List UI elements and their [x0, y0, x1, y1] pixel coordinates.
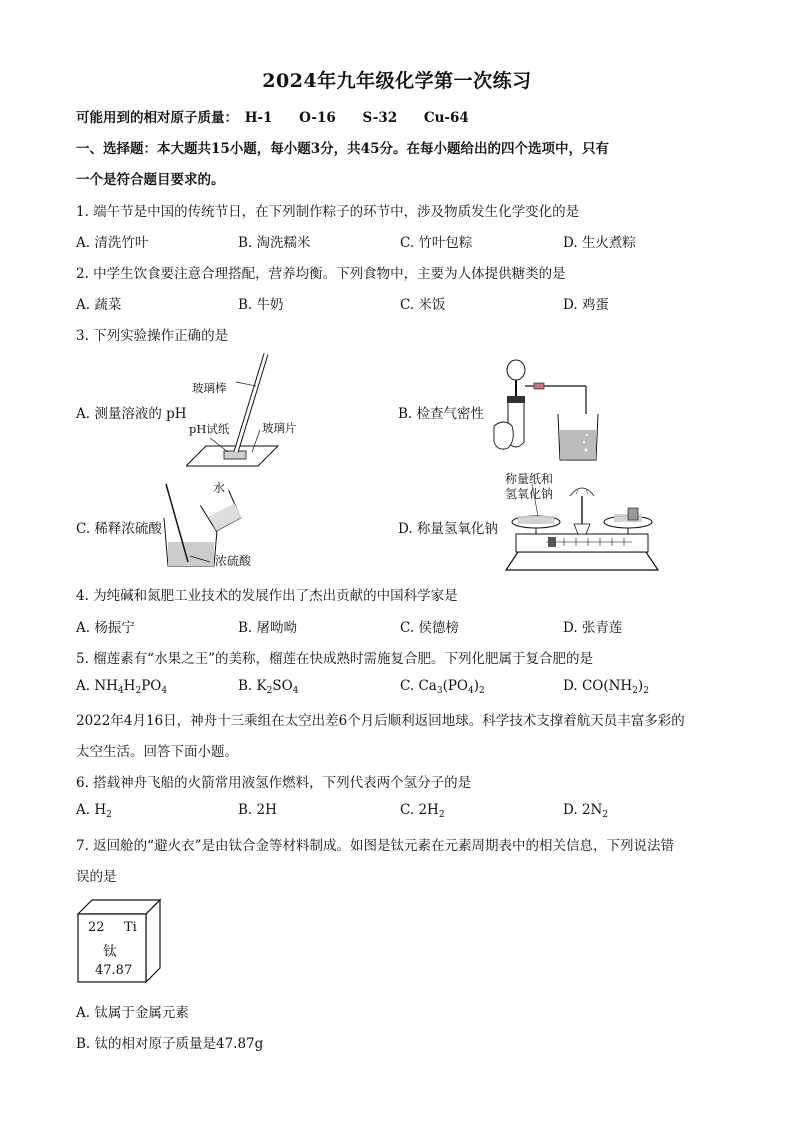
q6-option-d[interactable]: D. $2N_2$: [563, 802, 609, 820]
q2-option-c[interactable]: C. 米饭: [400, 297, 446, 313]
label-weighing-paper-line1: 称量纸和: [505, 472, 554, 486]
formula-subscript: 2: [643, 686, 649, 696]
q3-option-b[interactable]: B. 检查气密性: [398, 406, 485, 422]
q2-option-a[interactable]: A. 蔬菜: [76, 297, 122, 313]
mass-cu: Cu-64: [423, 110, 469, 126]
q4-stem: 4. 为纯碱和氮肥工业技术的发展作出了杰出贡献的中国科学家是: [76, 588, 458, 604]
element-name: 钛: [103, 944, 117, 960]
q1-option-b[interactable]: B. 淘洗糯米: [238, 235, 311, 251]
funnel-bulb: [507, 360, 525, 380]
formula-subscript: 2: [135, 686, 142, 696]
weight-block: [628, 508, 638, 520]
q4-option-d[interactable]: D. 张青莲: [563, 620, 623, 636]
hand-shape: [494, 422, 513, 449]
q5-option-c[interactable]: C. $Ca_3(PO_4)_2$: [400, 678, 485, 696]
formula-subscript: 3: [436, 686, 443, 696]
formula-subscript: 2: [266, 686, 273, 696]
label-conc-acid: 浓硫酸: [215, 554, 252, 568]
q4-option-a[interactable]: A. 杨振宁: [76, 620, 135, 636]
atomic-masses-label: 可能用到的相对原子质量：: [76, 110, 238, 126]
element-atomic-mass: 47.87: [95, 963, 133, 978]
formula-subscript: 2: [479, 686, 485, 696]
mass-s: S-32: [362, 110, 398, 126]
q6-stem: 6. 搭载神舟飞船的火箭常用液氢作燃料，下列代表两个氢分子的是: [76, 775, 472, 791]
formula-subscript: 4: [292, 686, 299, 696]
element-atomic-number: 22: [88, 920, 105, 935]
weighing-paper-shape: [518, 516, 554, 524]
formula-subscript: 2: [602, 810, 609, 820]
q5-options: [76, 678, 726, 698]
q1-option-d[interactable]: D. 生火煮粽: [563, 235, 636, 251]
atomic-masses: [76, 106, 491, 126]
passage-line2: 太空生活。回答下面小题。: [76, 744, 238, 760]
q3-option-a[interactable]: A. 测量溶液的 pH: [76, 406, 187, 422]
q3-stem: 3. 下列实验操作正确的是: [76, 328, 229, 344]
element-symbol: Ti: [124, 920, 137, 935]
acid-liquid: [168, 542, 214, 566]
q6-option-b[interactable]: B. 2H: [238, 802, 277, 818]
q4-option-b[interactable]: B. 屠呦呦: [238, 620, 298, 636]
q5-option-d[interactable]: D. $CO(NH_2)_2$: [563, 678, 649, 696]
q7-stem-line2: 误的是: [76, 869, 117, 885]
balance-figure: [492, 480, 672, 578]
q7-option-b[interactable]: B. 钛的相对原子质量是47.87g: [76, 1036, 264, 1052]
q5-option-b[interactable]: B. $K_2SO_4$: [238, 678, 299, 696]
mass-o: O-16: [299, 110, 336, 126]
q5-option-a[interactable]: A. $NH_4H_2PO_4$: [76, 678, 168, 696]
q2-stem: 2. 中学生饮食要注意合理搭配，营养均衡。下列食物中，主要为人体提供糖类的是: [76, 266, 566, 282]
balance-base: [506, 552, 658, 570]
q6-options: [76, 802, 726, 822]
label-ph-paper: pH试纸: [189, 422, 230, 436]
q5-stem: 5. 榴莲素有“水果之王”的美称，榴莲在快成熟时需施复合肥。下列化肥属于复合肥的是: [76, 651, 593, 667]
label-water: 水: [213, 481, 226, 495]
section-heading-line1: 一、选择题：本大题共15小题，每小题3分，共45分。在每小题给出的四个选项中，只有: [76, 141, 609, 157]
airtightness-figure: [488, 356, 600, 464]
mass-h: H-1: [244, 110, 273, 126]
water-shape: [560, 430, 596, 459]
formula-subscript: 4: [117, 686, 124, 696]
q6-option-a[interactable]: A. $H_2$: [76, 802, 112, 820]
q1-options: [76, 231, 726, 251]
label-weighing-paper-line2: 氢氧化钠: [505, 487, 554, 501]
label-glass-slide: 玻璃片: [262, 421, 297, 435]
page-title: 2024年九年级化学第一次练习: [262, 70, 532, 92]
formula-subscript: 4: [467, 686, 474, 696]
passage-line1: 2022年4月16日，神舟十三乘组在太空出差6个月后顺利返回地球。科学技术支撑着航天员丰富多彩的: [76, 713, 685, 729]
q7-stem-line1: 7. 返回舱的“避火衣”是由钛合金等材料制成。如图是钛元素在元素周期表中的相关信息，下列说法错: [76, 838, 674, 854]
q1-stem: 1. 端午节是中国的传统节日，在下列制作粽子的环节中，涉及物质发生化学变化的是: [76, 204, 580, 220]
balance-scale-dial: [570, 488, 594, 496]
formula-subscript: 2: [632, 686, 638, 696]
ph-test-figure: [186, 352, 286, 470]
q6-option-c[interactable]: C. $2H_2$: [400, 802, 445, 820]
balance-beam: [516, 534, 648, 552]
formula-subscript: 4: [161, 686, 168, 696]
label-glass-rod: 玻璃棒: [192, 381, 227, 395]
formula-subscript: 2: [106, 810, 112, 820]
formula-subscript: 2: [438, 810, 445, 820]
q2-option-b[interactable]: B. 牛奶: [238, 297, 284, 313]
ph-paper-shape: [224, 451, 246, 459]
q3-option-d[interactable]: D. 称量氢氧化钠: [398, 521, 498, 537]
q3-option-c[interactable]: C. 稀释浓硫酸: [76, 521, 162, 537]
q4-option-c[interactable]: C. 侯德榜: [400, 620, 459, 636]
q7-option-a[interactable]: A. 钛属于金属元素: [76, 1005, 189, 1021]
q2-option-d[interactable]: D. 鸡蛋: [563, 297, 609, 313]
stopper-shape: [507, 396, 525, 403]
q1-option-c[interactable]: C. 竹叶包粽: [400, 235, 473, 251]
q2-options: [76, 293, 726, 313]
q1-option-a[interactable]: A. 清洗竹叶: [76, 235, 149, 251]
section-heading-line2: 一个是符合题目要求的。: [76, 172, 225, 188]
q4-options: [76, 616, 726, 636]
